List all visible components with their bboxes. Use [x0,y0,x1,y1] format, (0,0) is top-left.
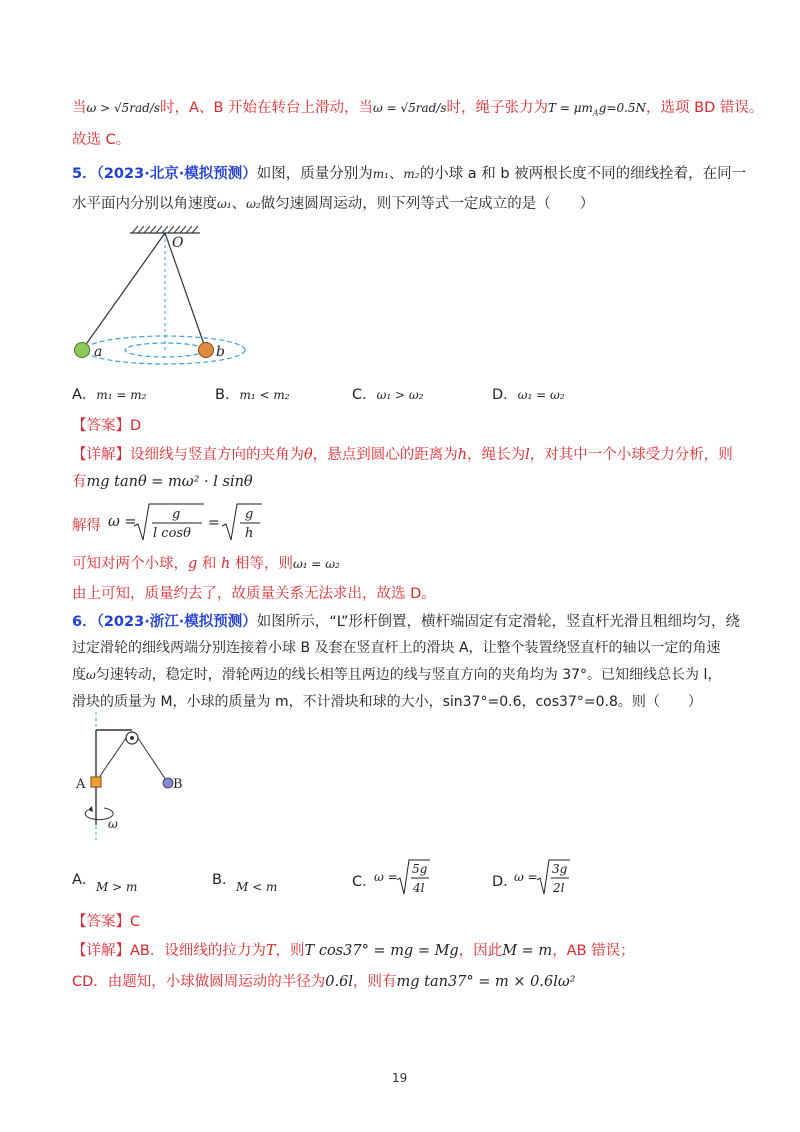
q6-answer: 【答案】C [72,914,141,930]
q5-option-b[interactable]: B．m₁ < m₂ [215,387,290,403]
q6-option-d[interactable]: D． ω = 3g 2l [492,858,592,898]
q5-detail-line-1: 【详解】设细线与竖直方向的夹角为θ，悬点到圆心的距离为h，绳长为l，对其中一个小球受力分析，则 [72,447,733,463]
q6-line-3: 度ω匀速转动，稳定时，滑轮两边的线长相等且两边的线与竖直方向的夹角均为 37°。已知细线总长为 l， [72,667,722,683]
q5-line-1: 5．（2023·北京·模拟预测）如图，质量分别为m₁、m₂的小球 a 和 b 被两根长度不同的细线拴着，在同一 [72,166,747,182]
q5-sqrt-fractions [132,502,292,544]
q5-detail-line-3: 可知对两个小球，g 和 h 相等，则ω₁ = ω₂ [72,556,340,572]
svg-text:2l: 2l [553,881,565,895]
q5-answer: 【答案】D [72,418,142,434]
q5-source-tag: （2023·北京·模拟预测） [96,166,257,182]
q6-line-1: 6．（2023·浙江·模拟预测）如图所示，“L”形杆倒置，横杆端固定有定滑轮，竖直杆光滑且粗细均匀，绕 [72,614,741,630]
svg-text:5g: 5g [412,862,428,876]
q5-detail-line-4: 由上可知，质量约去了，故质量关系无法求出，故选 D。 [72,586,436,602]
fig-label-B: B [173,777,183,792]
q5-option-c[interactable]: C．ω₁ > ω₂ [352,387,424,403]
fig-label-O: O [172,235,184,251]
q5-option-a[interactable]: A．m₁ = m₂ [72,387,147,403]
math-omega-eq: ω = √5rad/s [373,101,447,115]
q5-equation-force: mg tanθ = mω² · l sinθ [86,474,253,490]
q6-detail-line-1: 【详解】AB．设细线的拉力为T，则T cos37° = mg = Mg，因此M = m，AB 错误； [72,943,635,959]
fig-label-b: b [216,344,225,360]
q6-line-4: 滑块的质量为 M，小球的质量为 m，不计滑块和球的大小，sin37°=0.6，cos37°=0.8。则（ ） [72,694,702,710]
q5-conical-pendulum-figure [68,225,258,370]
prev-answer-line: 当ω > √5rad/s时，A、B 开始在转台上滑动，当ω = √5rad/s时，绳子张力为$T = \mu m_Ag=0.5N$，选项 BD 错误。 [72,100,764,118]
svg-text:4l: 4l [413,881,425,895]
q5-option-d[interactable]: D．ω₁ = ω₂ [492,387,565,403]
q6-detail-line-2: CD．由题知，小球做圆周运动的半径为0.6l，则有mg tan37° = m × 0.6lω² [72,974,576,990]
q5-line-2: 水平面内分别以角速度ω₁、ω₂做匀速圆周运动，则下列等式一定成立的是（ ） [72,196,595,212]
q6-source-tag: （2023·浙江·模拟预测） [96,614,257,630]
math-tension: $T = \mu m_Ag=0.5N$ [548,101,647,118]
q5-detail-line-2: 有mg tanθ = mω² · l sinθ [72,474,253,490]
svg-text:=: = [208,515,220,531]
q6-line-2: 过定滑轮的细线两端分别连接着小球 B 及套在竖直杆上的滑块 A，让整个装置绕竖直杆的轴以一定的角速 [72,640,721,656]
svg-text:g: g [245,507,254,522]
svg-text:g: g [172,507,181,522]
svg-text:h: h [245,526,254,541]
fig-label-A: A [76,777,86,792]
svg-text:l cosθ: l cosθ [153,526,191,541]
q6-l-rod-pulley-figure [68,710,198,845]
fig-label-a: a [94,344,103,360]
fig-label-omega: ω [108,817,118,831]
math-omega-gt: ω > √5rad/s [86,101,161,115]
page-number: 19 [392,1071,408,1085]
prev-conclusion: 故选 C。 [72,132,131,148]
svg-text:3g: 3g [552,862,568,876]
q6-option-c[interactable]: C． ω = 5g 4l [352,858,452,898]
